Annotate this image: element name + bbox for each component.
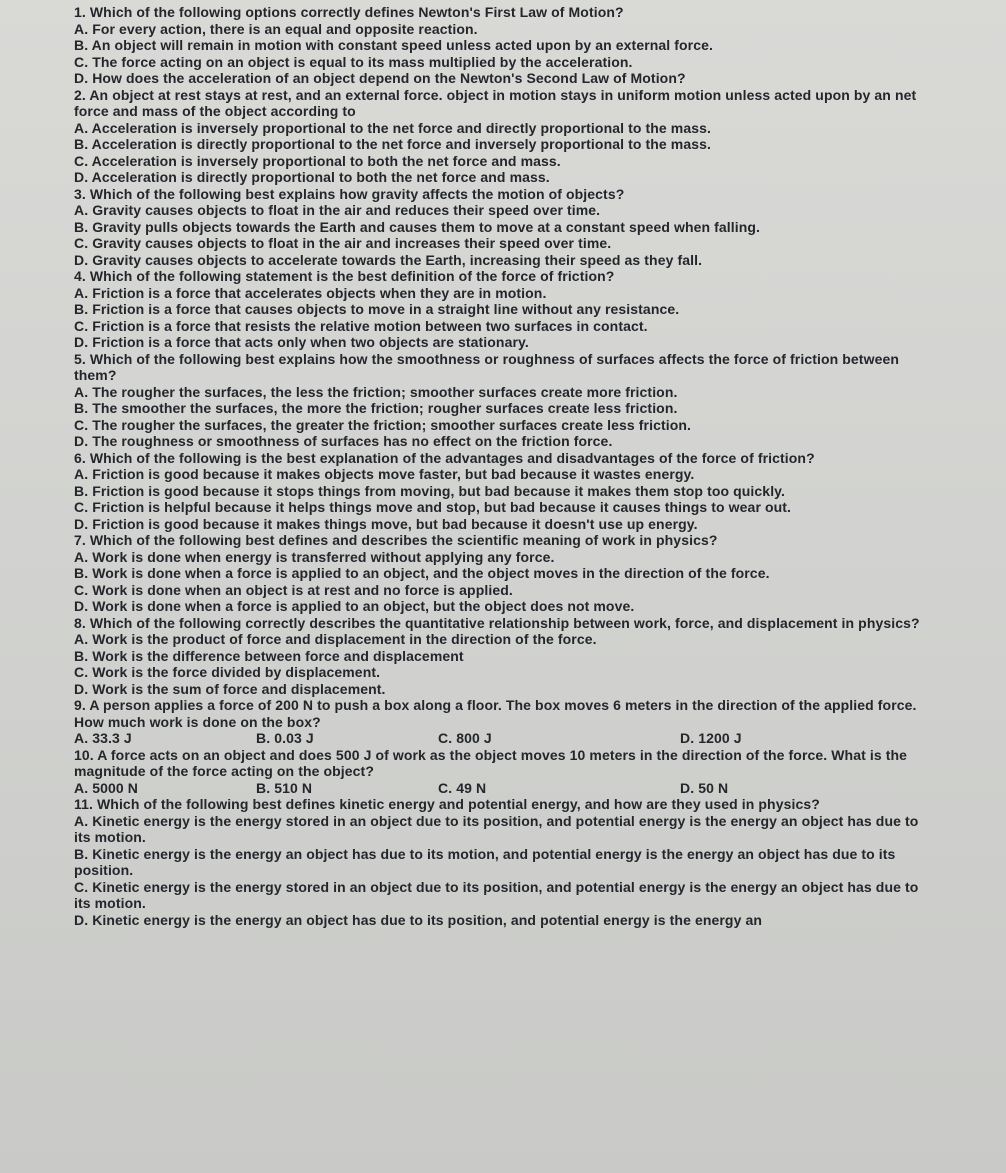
- option-c: C. 800 J: [438, 730, 492, 746]
- option-c: C. Work is the force divided by displacement.: [74, 664, 381, 680]
- question-5: [74, 351, 934, 450]
- question-text: 2. An object at rest stays at rest, and an external force. object in motion stays in uniform motion unless acted upon by an net force and mass of the object according to: [74, 86, 917, 119]
- option-b: B. Friction is good because it stops things from moving, but bad because it makes them stop too quickly.: [74, 482, 786, 499]
- question-text: 5. Which of the following best explains how the smoothness or roughness of surfaces affects the force of friction between them?: [74, 350, 899, 383]
- option-b: B. Kinetic energy is the energy an object has due to its motion, and potential energy is the energy an object has due to its position.: [74, 845, 896, 878]
- option-b: B. Acceleration is directly proportional to the net force and inversely proportional to the mass.: [74, 136, 711, 152]
- question-text: 7. Which of the following best defines and describes the scientific meaning of work in physics?: [74, 532, 718, 548]
- option-a: A. Work is the product of force and displacement in the direction of the force.: [74, 631, 597, 647]
- option-d: D. Work is the sum of force and displacement.: [74, 680, 386, 697]
- option-c: C. The force acting on an object is equal to its mass multiplied by the acceleration.: [74, 53, 633, 70]
- option-c: C. Friction is helpful because it helps things move and stop, but bad because it causes things to wear out.: [74, 499, 792, 515]
- question-text: 4. Which of the following statement is the best definition of the force of friction?: [74, 268, 615, 284]
- option-d: D. 50 N: [680, 779, 729, 796]
- question-1: [74, 4, 934, 87]
- option-c: C. The rougher the surfaces, the greater the friction; smoother surfaces create less friction.: [74, 416, 692, 433]
- option-d: D. Gravity causes objects to accelerate towards the Earth, increasing their speed as they fall.: [74, 251, 703, 268]
- option-a: A. Work is done when energy is transferred without applying any force.: [74, 548, 555, 565]
- question-text: 10. A force acts on an object and does 500 J of work as the object moves 10 meters in the direction of the force. What is the magnitude of the force acting on the object?: [74, 746, 908, 779]
- option-a: A. The rougher the surfaces, the less the friction; smoother surfaces create more friction.: [74, 383, 678, 400]
- option-d: D. Kinetic energy is the energy an object has due to its position, and potential energy is the energy an: [74, 911, 762, 928]
- option-d: D. The roughness or smoothness of surfaces has no effect on the friction force.: [74, 433, 613, 449]
- option-d: D. Acceleration is directly proportional to both the net force and mass.: [74, 169, 550, 185]
- question-text: 9. A person applies a force of 200 N to push a box along a floor. The box moves 6 meters in the direction of the applied force. How much work is done on the box?: [74, 697, 917, 730]
- question-text: 1. Which of the following options correctly defines Newton's First Law of Motion?: [74, 4, 624, 20]
- question-text: 8. Which of the following correctly describes the quantitative relationship between work, force, and displacement in physics?: [74, 614, 920, 631]
- quiz-content: [74, 4, 934, 928]
- option-d: D. Friction is a force that acts only when two objects are stationary.: [74, 334, 529, 350]
- question-2: [74, 87, 934, 186]
- option-b: B. Work is done when a force is applied to an object, and the object moves in the direction of the force.: [74, 565, 770, 581]
- question-4: [74, 268, 934, 351]
- question-3: [74, 186, 934, 269]
- option-b: B. Gravity pulls objects towards the Earth and causes them to move at a constant speed when falling.: [74, 218, 761, 235]
- option-a: A. 5000 N: [74, 779, 138, 796]
- option-d: D. 1200 J: [680, 730, 742, 746]
- option-b: B. 510 N: [256, 779, 313, 796]
- question-text: 3. Which of the following best explains how gravity affects the motion of objects?: [74, 185, 625, 202]
- option-c: C. Kinetic energy is the energy stored in an object due to its position, and potential energy is the energy an object has due to its motion.: [74, 878, 919, 911]
- option-b: B. An object will remain in motion with constant speed unless acted upon by an external force.: [74, 37, 713, 53]
- question-7: [74, 532, 934, 615]
- option-c: C. Acceleration is inversely proportional to both the net force and mass.: [74, 152, 561, 169]
- option-a: A. Acceleration is inversely proportional to the net force and directly proportional to the mass.: [74, 119, 711, 136]
- option-a: A. Kinetic energy is the energy stored in an object due to its position, and potential energy is the energy an object has due to its motion.: [74, 812, 919, 845]
- option-d: D. Work is done when a force is applied to an object, but the object does not move.: [74, 598, 635, 614]
- option-d: D. How does the acceleration of an object depend on the Newton's Second Law of Motion?: [74, 70, 686, 86]
- option-c: C. Gravity causes objects to float in the air and increases their speed over time.: [74, 235, 612, 251]
- question-text: 11. Which of the following best defines kinetic energy and potential energy, and how are they used in physics?: [74, 796, 820, 812]
- question-9: [74, 697, 934, 747]
- question-8: [74, 615, 934, 698]
- question-11: [74, 796, 934, 928]
- option-c: C. 49 N: [438, 779, 487, 796]
- question-text: 6. Which of the following is the best explanation of the advantages and disadvantages of the force of friction?: [74, 449, 815, 466]
- option-b: B. 0.03 J: [256, 730, 314, 746]
- option-a: A. Friction is a force that accelerates objects when they are in motion.: [74, 284, 547, 301]
- option-row: [74, 780, 934, 797]
- option-c: C. Friction is a force that resists the relative motion between two surfaces in contact.: [74, 317, 648, 334]
- option-a: A. Friction is good because it makes objects move faster, but bad because it wastes energy.: [74, 466, 695, 482]
- option-row: [74, 730, 934, 747]
- option-d: D. Friction is good because it makes things move, but bad because it doesn't use up energy.: [74, 515, 698, 532]
- option-a: A. 33.3 J: [74, 730, 132, 746]
- option-c: C. Work is done when an object is at rest and no force is applied.: [74, 581, 513, 598]
- question-6: [74, 450, 934, 533]
- option-b: B. Friction is a force that causes objects to move in a straight line without any resistance.: [74, 301, 680, 317]
- option-b: B. Work is the difference between force and displacement: [74, 647, 464, 664]
- option-a: A. Gravity causes objects to float in the air and reduces their speed over time.: [74, 202, 601, 218]
- option-b: B. The smoother the surfaces, the more the friction; rougher surfaces create less friction.: [74, 400, 678, 416]
- option-a: A. For every action, there is an equal and opposite reaction.: [74, 20, 478, 37]
- question-10: [74, 747, 934, 797]
